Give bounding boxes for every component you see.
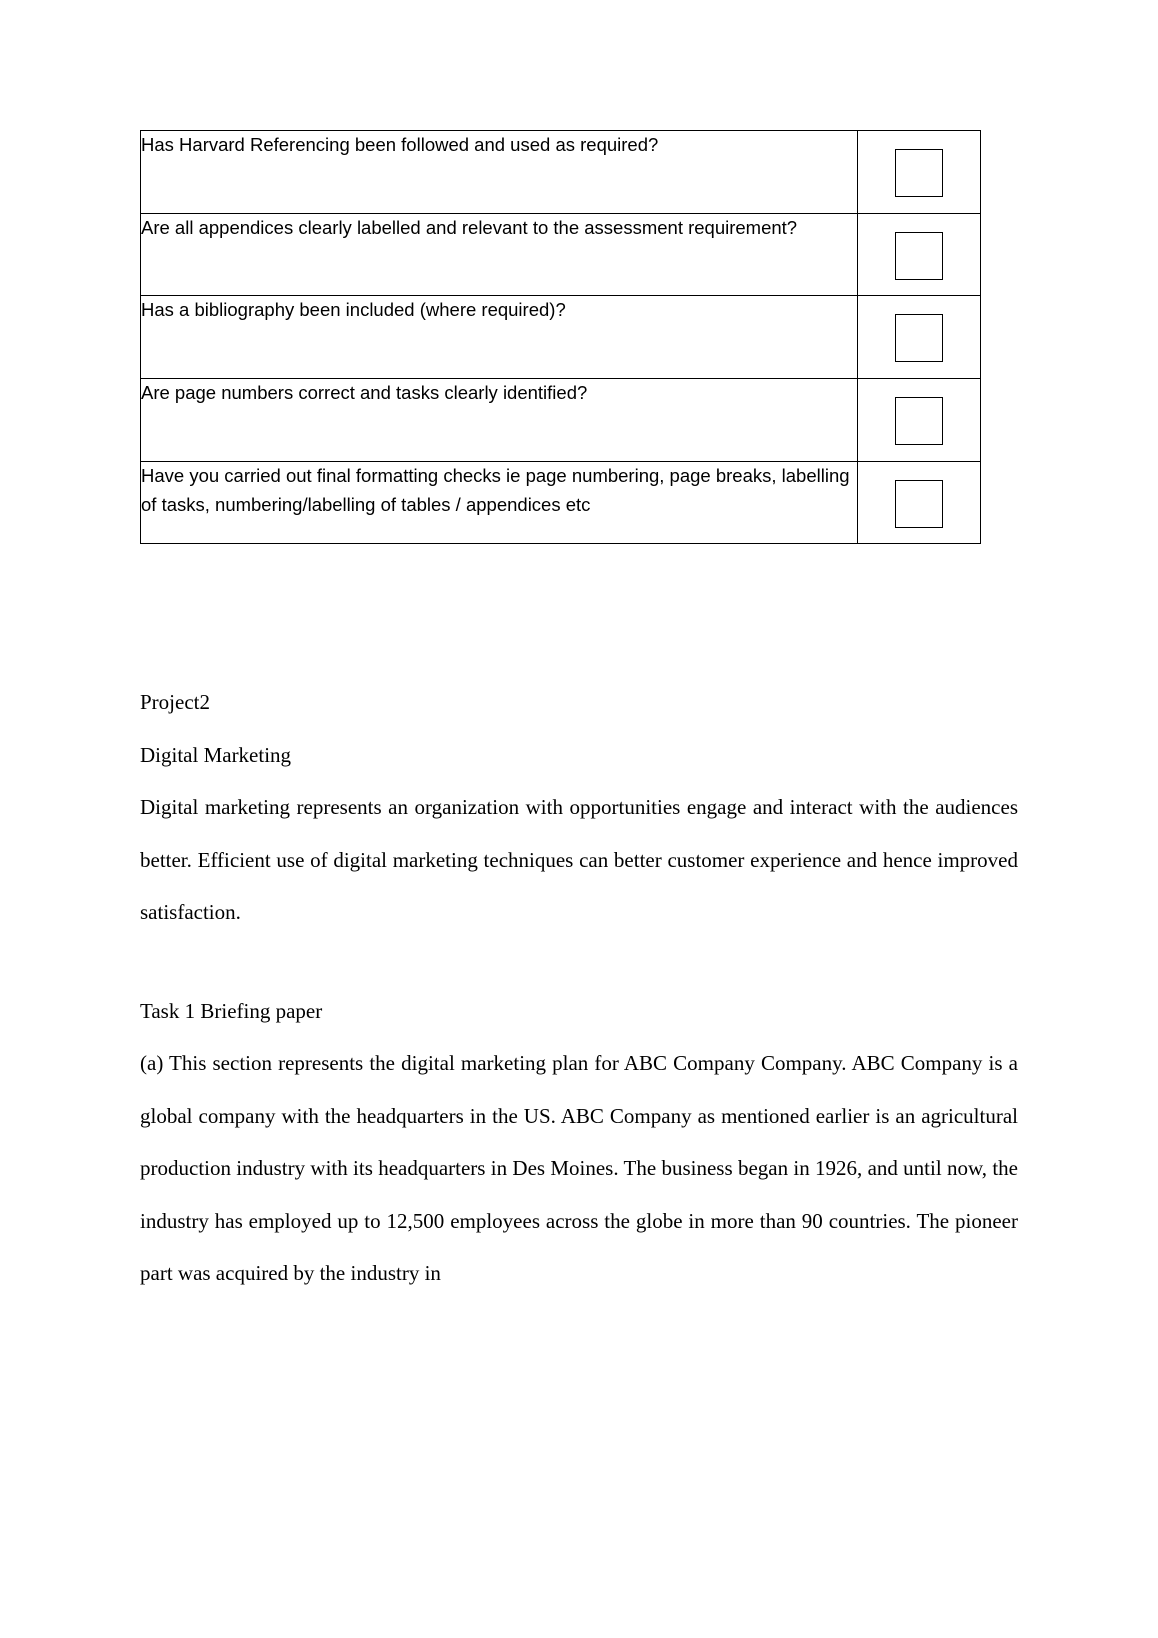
- checklist-question-cell: Have you carried out final formatting checks ie page numbering, page breaks, labelling of tasks, numbering/labelling of tables / appendices etc: [141, 462, 858, 544]
- checkbox-icon[interactable]: [895, 397, 943, 445]
- section-title: Digital Marketing: [140, 742, 292, 767]
- table-row: [141, 379, 981, 462]
- task-heading: Task 1 Briefing paper: [140, 998, 323, 1023]
- checklist-checkbox-cell[interactable]: [858, 131, 981, 214]
- checklist-question-cell: Has Harvard Referencing been followed and used as required?: [141, 131, 858, 214]
- intro-paragraph: Digital marketing represents an organization with opportunities engage and interact with the audiences better. Efficient use of digital marketing techniques can better customer experience and hence improved satisfaction.: [140, 795, 1018, 924]
- checklist-checkbox-cell[interactable]: [858, 296, 981, 379]
- task-paragraph: (a) This section represents the digital marketing plan for ABC Company Company. ABC Company is a global company with the headquarters in the US. ABC Company as mentioned earlier is an agricultural production industry with its headquarters in Des Moines. The business began in 1926, and until now, the industry has employed up to 12,500 employees across the globe in more than 90 countries. The pioneer part was acquired by the industry in: [140, 1051, 1018, 1285]
- table-row: [141, 131, 981, 214]
- checkbox-icon[interactable]: [895, 232, 943, 280]
- checkbox-icon[interactable]: [895, 314, 943, 362]
- checklist-question-cell: Has a bibliography been included (where required)?: [141, 296, 858, 379]
- paragraph-spacer: [140, 939, 1018, 985]
- checklist-question-cell: Are all appendices clearly labelled and relevant to the assessment requirement?: [141, 214, 858, 296]
- submission-checklist-table: [140, 130, 981, 544]
- table-row: [141, 214, 981, 296]
- checklist-checkbox-cell[interactable]: [858, 214, 981, 296]
- table-row: [141, 462, 981, 544]
- checkbox-icon[interactable]: [895, 149, 943, 197]
- checklist-checkbox-cell[interactable]: [858, 462, 981, 544]
- checkbox-icon[interactable]: [895, 480, 943, 528]
- checklist-question-cell: Are page numbers correct and tasks clearly identified?: [141, 379, 858, 462]
- table-row: [141, 296, 981, 379]
- project-label: Project2: [140, 690, 210, 714]
- section-spacer: [140, 544, 1018, 676]
- checklist-checkbox-cell[interactable]: [858, 379, 981, 462]
